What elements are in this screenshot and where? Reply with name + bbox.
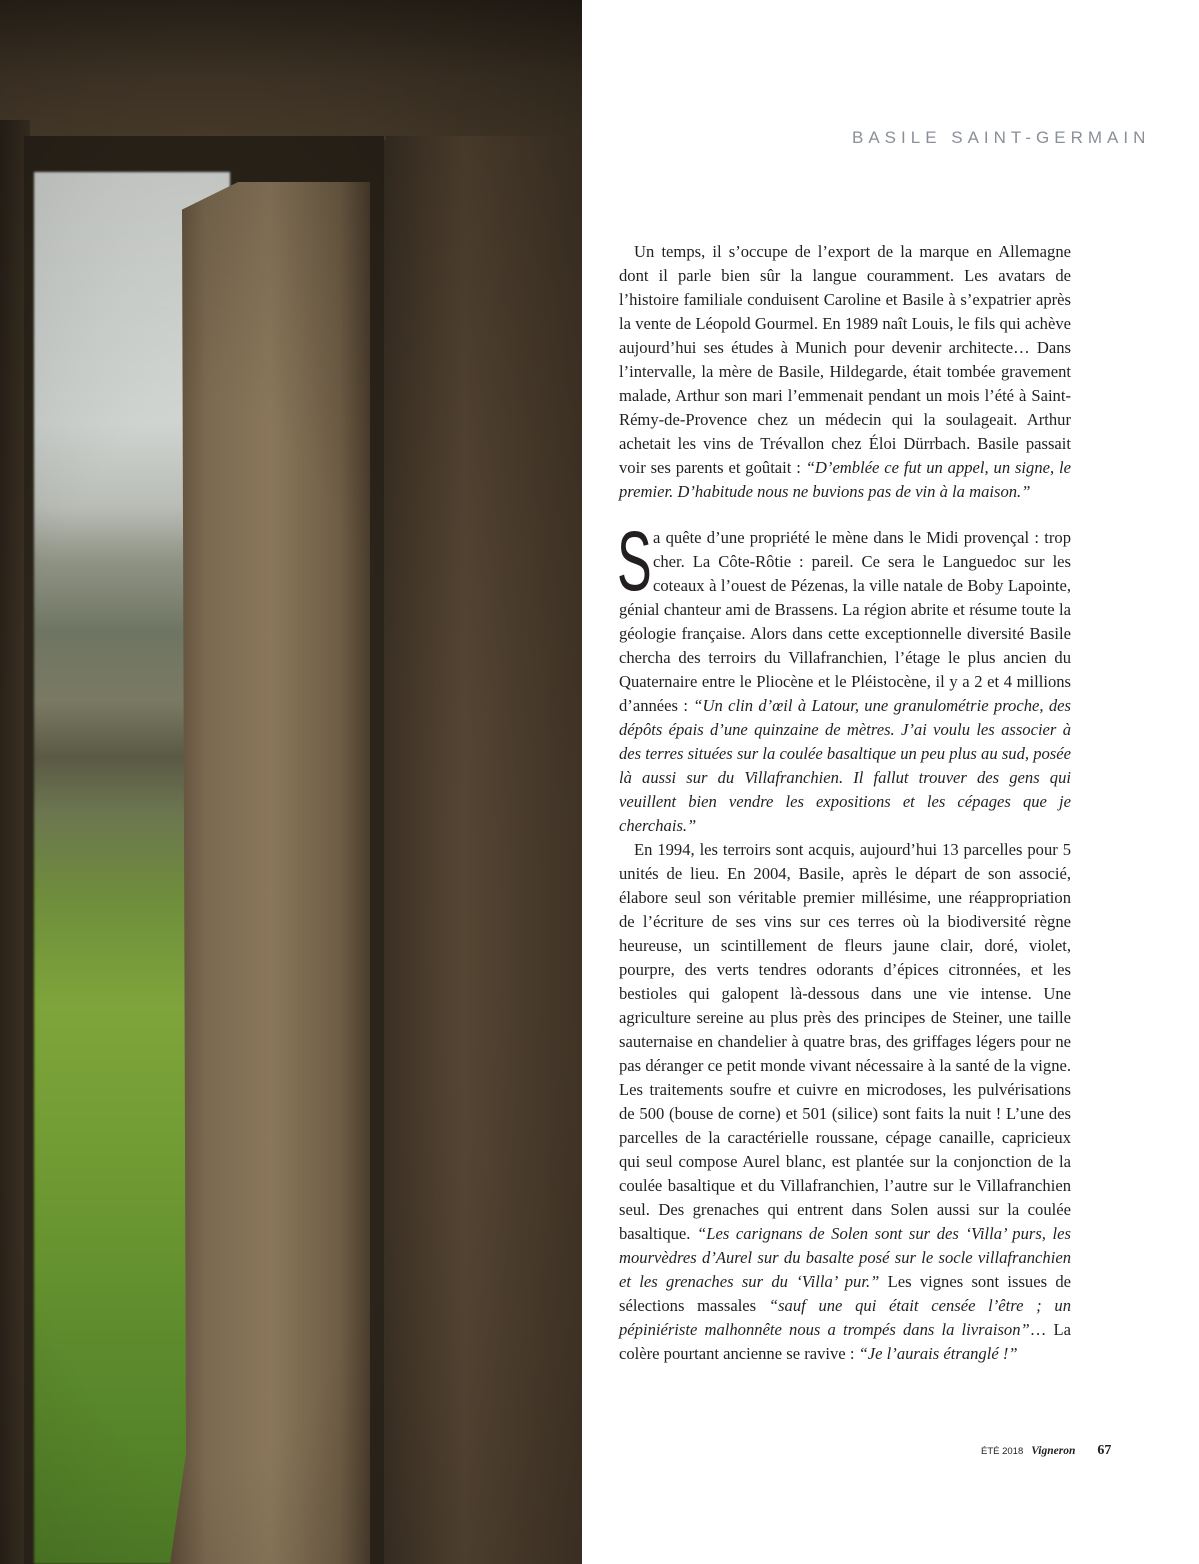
paragraph-3 (619, 838, 1071, 1366)
paragraph-2-text: a quête d’une propriété le mène dans le Midi provençal : trop cher. La Côte-Rôtie : pareil. Ce sera le Languedoc sur les coteaux à l’ouest de Pézenas, la ville natale de Boby Lapointe, génial chanteur ami de Brassens. La région abrite et résume toute la géologie française. Alors dans cette exceptionnelle diversité Basile chercha des terroirs du Villafranchien, l’étage le plus ancien du Quaternaire entre le Pliocène et le Pléistocène, il y a 2 et 4 millions d’années : (619, 528, 1071, 715)
article-body (619, 240, 1071, 1366)
section-kicker: BASILE SAINT-GERMAIN (852, 128, 1151, 147)
page-number: 67 (1097, 1443, 1112, 1458)
drop-cap: S (617, 514, 652, 608)
paragraph-1-text: Un temps, il s’occupe de l’export de la marque en Allemagne dont il parle bien sûr la langue couramment. Les avatars de l’histoire familiale conduisent Caroline et Basile à s’expatrier après la vente de Léopold Gourmel. En 1989 naît Louis, le fils qui achève aujourd’hui ses études à Munich pour devenir architecte… Dans l’intervalle, la mère de Basile, Hildegarde, était tombée gravement malade, Arthur son mari l’emmenait pendant un mois l’été à Saint-Rémy-de-Provence chez un médecin qui la soulageait. Arthur achetait les vins de Trévallon chez Éloi Dürrbach. Basile passait voir ses parents et goûtait : (619, 242, 1071, 477)
folio-magazine: Vigneron (1031, 1445, 1076, 1457)
paragraph-3-mid: Les vignes sont issues de sélections massales (619, 1272, 1071, 1315)
window-photo (0, 0, 582, 1564)
folio-season: ÉTÉ 2018 (981, 1446, 1024, 1457)
paragraph-2-quote: “Un clin d’œil à Latour, une granulométrie proche, des dépôts épais d’une quinzaine de mètres. J’ai voulu les associer à des terres situées sur la coulée basaltique un peu plus au sud, posée là aussi sur du Villafranchien. Il fallut trouver des gens qui veuillent bien vendre les expositions et les cépages que je cherchais.” (619, 696, 1071, 835)
paragraph-2 (617, 514, 1071, 838)
paragraph-1 (619, 240, 1071, 504)
paragraph-3-quote-3: “Je l’aurais étranglé !” (858, 1344, 1018, 1363)
paragraph-1-quote: “D’emblée ce fut un appel, un signe, le premier. D’habitude nous ne buvions pas de vin à la maison.” (619, 458, 1071, 501)
paragraph-3-text: En 1994, les terroirs sont acquis, aujourd’hui 13 parcelles pour 5 unités de lieu. En 2004, Basile, après le départ de son associé, élabore seul son véritable premier millésime, une réappropriation de l’écriture de ses vins sur ces terres où la biodiversité règne heureuse, un scintillement de fleurs jaune clair, doré, violet, pourpre, des verts tendres odorants d’épices citronnées, et les bestioles qui galopent là-dessous dans une vie intense. Une agriculture sereine au plus près des principes de Steiner, une taille sauternaise en chandelier à quatre bras, des griffages légers pour ne pas déranger ce petit monde vivant nécessaire à la santé de la vigne. Les traitements soufre et cuivre en microdoses, les pulvérisations de 500 (bouse de corne) et 501 (silice) sont faits la nuit ! L’une des parcelles de la caractérielle roussane, cépage canaille, capricieux qui seul compose Aurel blanc, est plantée sur la conjonction de la coulée basaltique et du Villafranchien, l’autre sur le Villafranchien seul. Des grenaches qui entrent dans Solen aussi sur la coulée basaltique. (619, 840, 1071, 1243)
paragraph-3-end: … La colère pourtant ancienne se ravive : (619, 1320, 1071, 1363)
paragraph-3-quote-1: “Les carignans de Solen sont sur des ‘Villa’ purs, les mourvèdres d’Aurel sur du basalte posé sur le socle villafranchien et les grenaches sur du ‘Villa’ pur.” (619, 1224, 1071, 1291)
photo-vignette (0, 0, 582, 1564)
page-folio (981, 1443, 1111, 1459)
paragraph-3-quote-2: “sauf une qui était censée l’être ; un pépiniériste malhonnête nous a trompés dans la livraison” (619, 1296, 1071, 1339)
